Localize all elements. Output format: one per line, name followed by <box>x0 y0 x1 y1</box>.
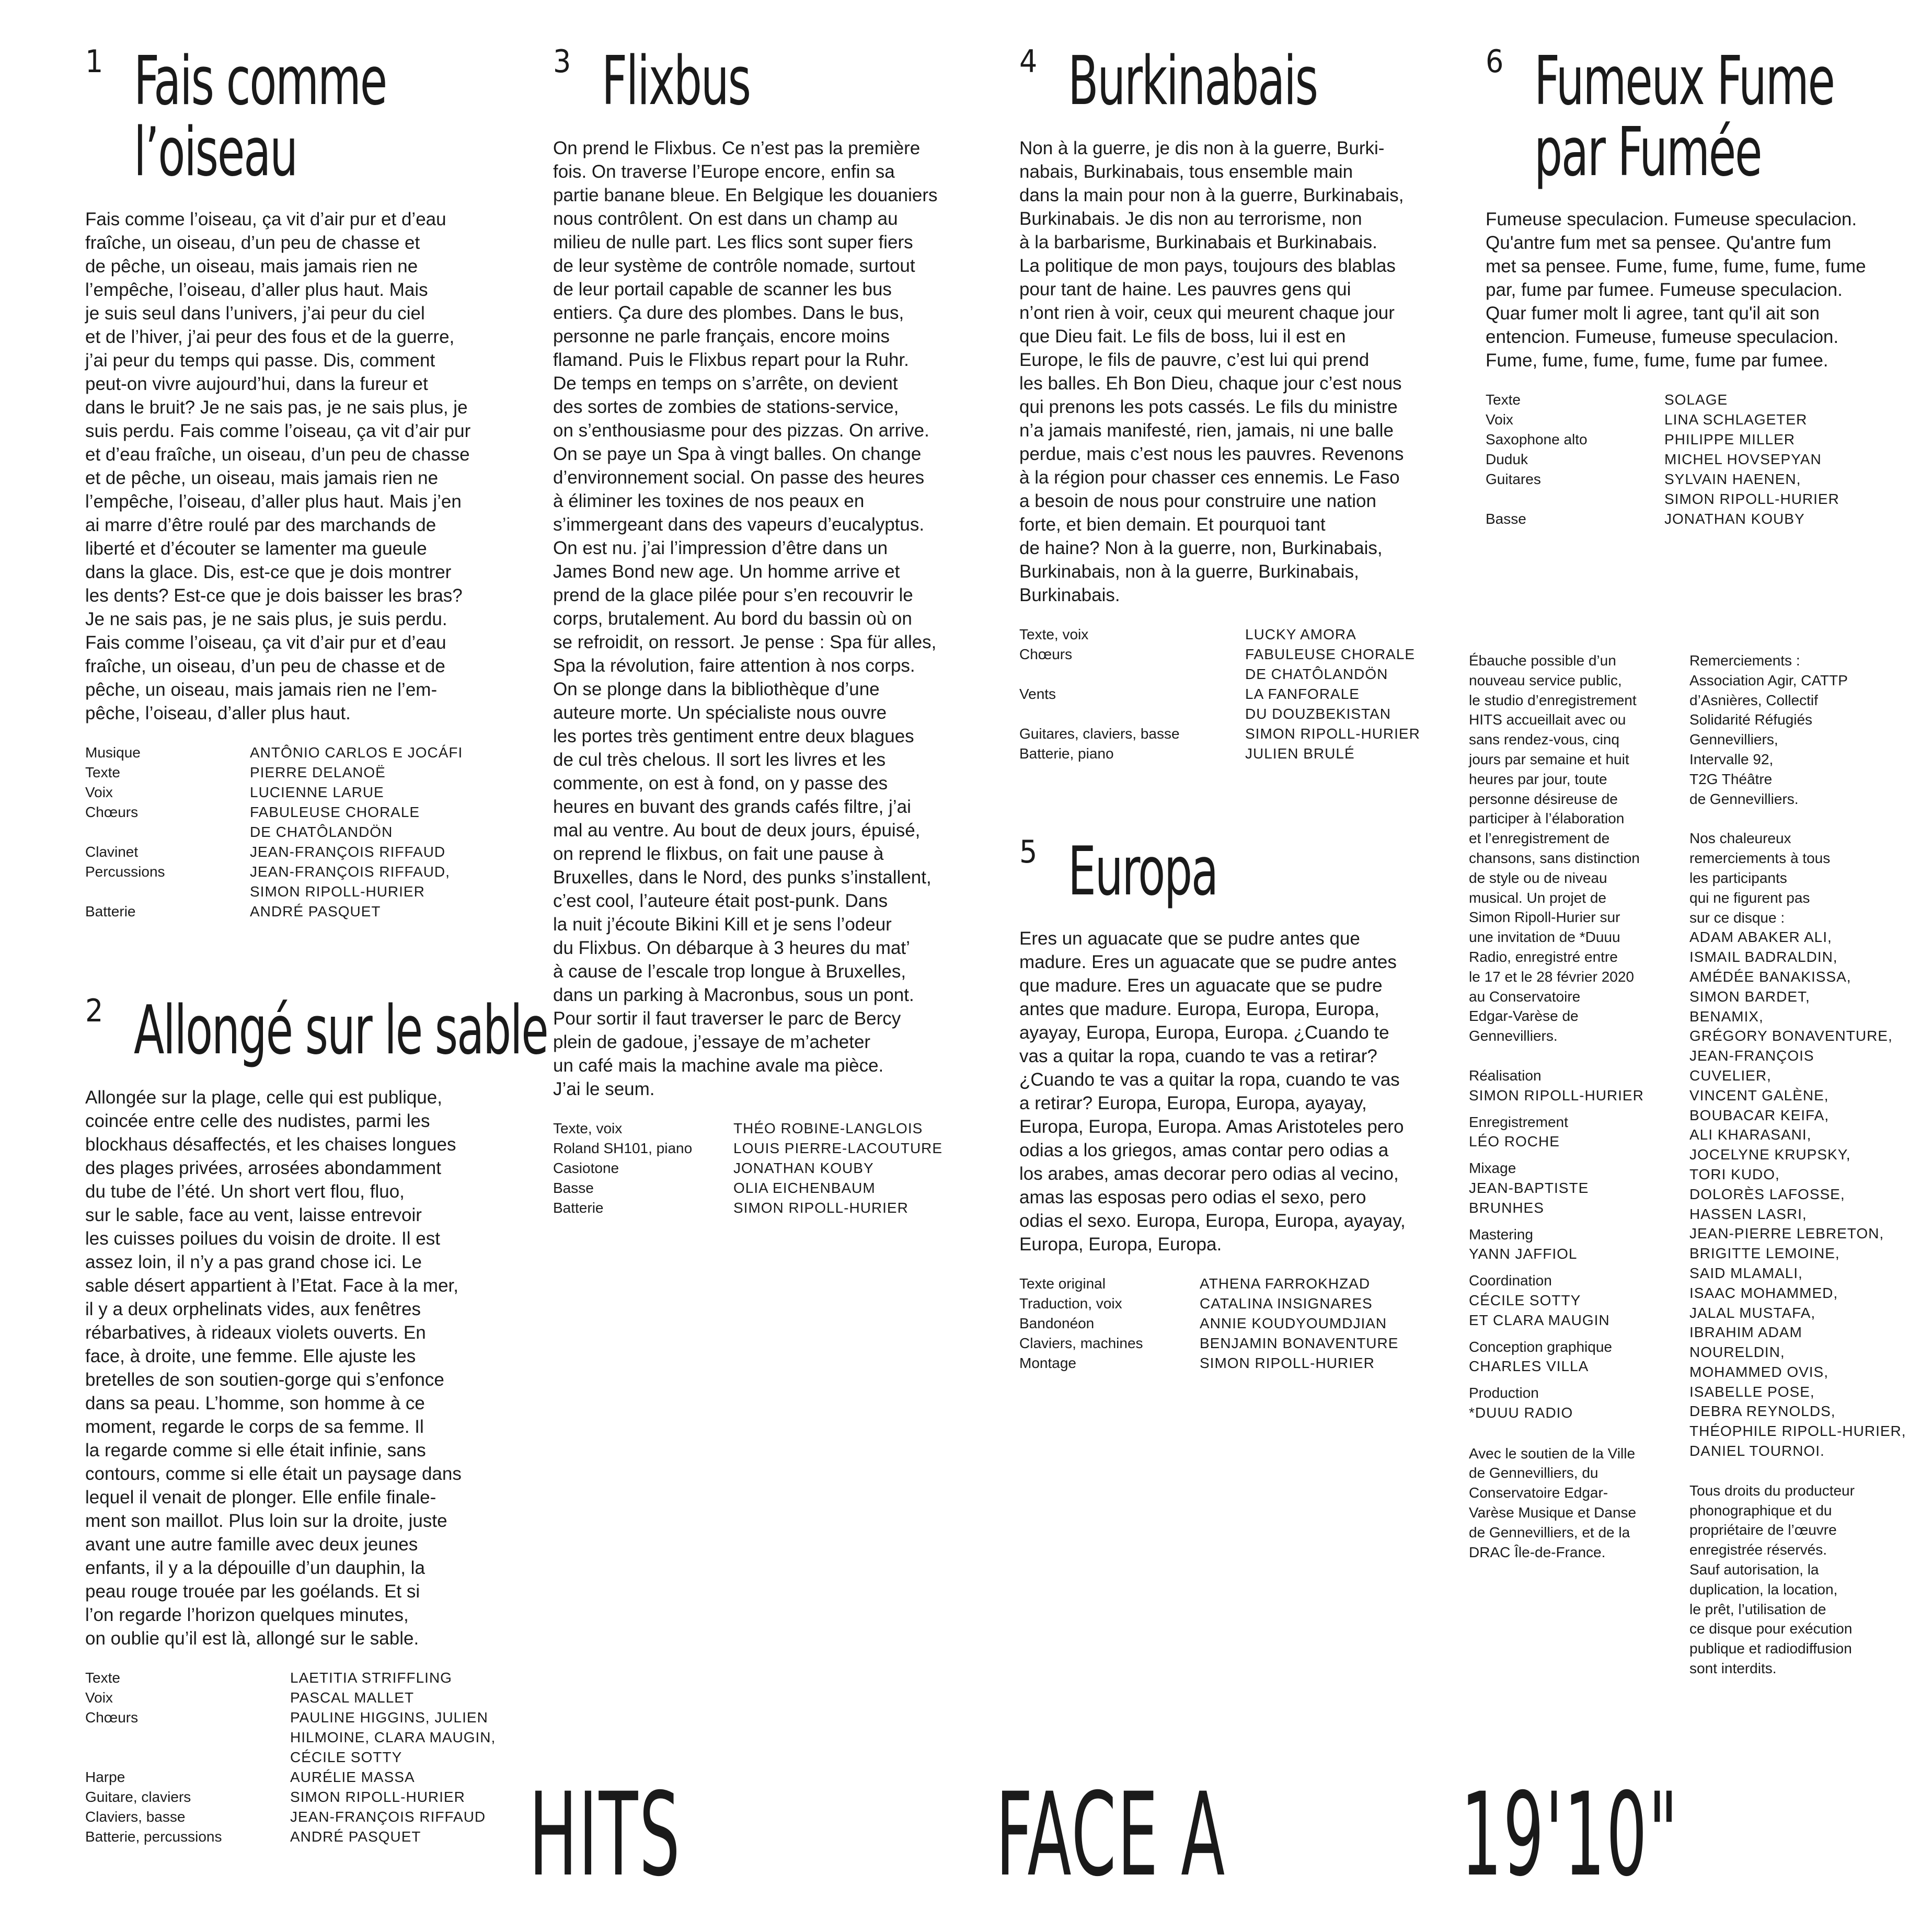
credit-role: Basse <box>1486 511 1526 527</box>
production-names: JEAN-BAPTISTE BRUNHES <box>1469 1179 1589 1216</box>
credit-role: Chœurs <box>85 1709 139 1726</box>
production-role: Réalisation <box>1469 1067 1542 1084</box>
track-title: Burkinabais <box>1068 42 1317 120</box>
credit-role: Percussions <box>85 864 165 880</box>
credit-row <box>1486 509 1914 529</box>
production-names: CÉCILE SOTTY ET CLARA MAUGIN <box>1469 1292 1610 1328</box>
about-intro: Ébauche possible d’un nouveau service public, le studio d’enregistrement HITS accueillait avec ou sans rendez-vous, cinq jours par semaine et huit heures par jour, toute personne désireuse de participer à l’élaboration et l’enregistrement de chansons, sans distinction de style ou de niveau musical. Un projet de Simon Ripoll-Hurier sur une invitation de *Duuu Radio, enregistré entre le 17 et le 28 février 2020 au Conservatoire Edgar-Varèse de Gennevilliers. <box>1469 652 1640 1044</box>
track-title: Allongé sur le sable <box>134 992 548 1070</box>
production-item <box>1469 1158 1657 1217</box>
credit-names: THÉO ROBINE-LANGLOIS <box>733 1120 923 1136</box>
credit-role: Texte, voix <box>1019 626 1089 642</box>
credit-row <box>1019 724 1448 744</box>
track-title: Fais comme l’oiseau <box>134 42 386 191</box>
credit-row <box>553 1198 992 1218</box>
credit-row <box>1019 1353 1448 1373</box>
credit-role: Clavinet <box>85 844 139 860</box>
credit-row <box>85 1807 514 1827</box>
credit-names: SIMON RIPOLL-HURIER <box>1245 726 1420 742</box>
track-number: 5 <box>1019 834 1038 870</box>
credit-role: Voix <box>1486 411 1513 428</box>
production-item <box>1469 1225 1657 1264</box>
credit-row <box>1019 684 1448 724</box>
credit-role: Guitares <box>1486 471 1541 487</box>
credit-role: Harpe <box>85 1769 125 1785</box>
track-number: 2 <box>85 993 104 1029</box>
credit-role: Chœurs <box>85 804 139 820</box>
credit-role: Claviers, basse <box>85 1809 186 1825</box>
track-1 <box>85 42 514 922</box>
credit-role: Batterie <box>85 903 136 919</box>
credit-role: Montage <box>1019 1355 1076 1371</box>
credit-names: JONATHAN KOUBY <box>733 1160 874 1176</box>
production-role: Coordination <box>1469 1272 1552 1289</box>
rights-notice: Tous droits du producteur phonographique et du propriétaire de l’œuvre enregistrée réservés. Sauf autorisation, la duplication, la location, le prêt, l’utilisation de ce disque pour exécution publique et radiodiffusion sont interdits. <box>1689 1482 1855 1677</box>
track-title: Flixbus <box>602 42 750 120</box>
production-role: Mixage <box>1469 1160 1516 1177</box>
credit-names: ANNIE KOUDYOUMDJIAN <box>1200 1315 1387 1331</box>
track-lyrics: Fais comme l’oiseau, ça vit d’air pur et d’eau fraîche, un oiseau, d’un peu de chasse et de pêche, un oiseau, mais jamais rien ne l’empêche, l’oiseau, d’aller plus haut. Mais je suis seul dans l’univers, j’ai peur du ciel et de l’hiver, j’ai peur des fous et de la guerre, j’ai peur du temps qui passe. Dis, comment peut-on vivre aujourd’hui, dans la fureur et dans le bruit? Je ne sais pas, je ne sais plus, je suis perdu. Fais comme l’oiseau, ça vit d’air pur et d’eau fraîche, un oiseau, d’un peu de chasse et de pêche, un oiseau, mais jamais rien ne l’empêche, l’oiseau, d’aller plus haut. Mais j’en ai marre d’être roulé par des marchands de liberté et d’écouter se lamenter ma gueule dans la glace. Dis, est-ce que je dois montrer les dents? Est-ce que je dois baisser les bras? Je ne sais pas, je ne sais plus, je suis perdu. Fais comme l’oiseau, ça vit d’air pur et d’eau fraîche, un oiseau, d’un peu de chasse et de pêche, un oiseau, mais jamais rien ne l’em- pêche, l’oiseau, d’aller plus haut. <box>85 209 471 723</box>
production-names: YANN JAFFIOL <box>1469 1246 1578 1262</box>
track-lyrics: On prend le Flixbus. Ce n’est pas la première fois. On traverse l’Europe encore, enfin sa partie banane bleue. En Belgique les douaniers nous contrôlent. On est dans un champ au milieu de nulle part. Les flics sont super fiers de leur système de contrôle nomade, surtout de leur portail capable de scanner les bus entiers. Ça dure des plombes. Dans le bus, personne ne parle français, encore moins flamand. Puis le Flixbus repart pour la Ruhr. De temps en temps on s’arrête, on devient des sortes de zombies de stations-service, on s’enthousiasme pour des pizzas. On arrive. On se paye un Spa à vingt balles. On change d’environnement social. On passe des heures à éliminer les toxines de nos peaux en s’immergeant dans des vapeurs d’eucalyptus. On est nu. j’ai l’impression d’être dans un James Bond new age. Un homme arrive et prend de la glace pilée pour s’en recouvrir le corps, brutalement. Au bord du bassin où on se refroidit, on ressort. Je pense : Spa für alles, Spa la révolution, faire attention à nos corps. On se plonge dans la bibliothèque d’une auteure morte. Un spécialiste nous ouvre les portes très gentiment entre deux blagues de cul très chelous. Il sort les livres et les commente, on est à fond, on y passe des heures en buvant des grands cafés filtre, j’ai mal au ventre. Au bout de deux jours, épuisé, on reprend le flixbus, on fait une pause à Bruxelles, dans le Nord, des punks s’installent, c’est cool, l’auteure était post-punk. Dans la nuit j’écoute Bikini Kill et je sens l’odeur du Flixbus. On débarque à 3 heures du mat’ à cause de l’escale trop longue à Bruxelles, dans un parking à Macronbus, sous un pont. Pour sortir il faut traverser le parc de Bercy plein de gadoue, j’essaye de m’acheter un café mais la machine avale ma pièce. J’ai le seum. <box>553 138 938 1099</box>
credit-names: LOUIS PIERRE-LACOUTURE <box>733 1140 943 1156</box>
credit-names: ATHENA FARROKHZAD <box>1200 1275 1371 1292</box>
credit-names: FABULEUSE CHORALE DE CHATÔLANDÖN <box>250 804 420 840</box>
track-number: 4 <box>1019 43 1038 80</box>
credit-role: Voix <box>85 1689 113 1706</box>
credit-row <box>1019 744 1448 764</box>
credit-names: SIMON RIPOLL-HURIER <box>1200 1355 1375 1371</box>
credit-row <box>1019 1274 1448 1294</box>
credit-names: ANDRÉ PASQUET <box>250 903 381 919</box>
thanks-participants: ADAM ABAKER ALI, ISMAIL BADRALDIN, AMÉDÉE BANAKISSA, SIMON BARDET, BENAMIX, GRÉGORY BONAVENTURE, JEAN-FRANÇOIS CUVELIER, VINCENT GALÈNE, BOUBACAR KEIFA, ALI KHARASANI, JOCELYNE KRUPSKY, TORI KUDO, DOLORÈS LAFOSSE, HASSEN LASRI, JEAN-PIERRE LEBRETON, BRIGITTE LEMOINE, SAID MLAMALI, ISAAC MOHAMMED, JALAL MUSTAFA, IBRAHIM ADAM NOURELDIN, MOHAMMED OVIS, ISABELLE POSE, DEBRA REYNOLDS, THÉOPHILE RIPOLL-HURIER, DANIEL TOURNOI. <box>1689 929 1906 1459</box>
credit-names: BENJAMIN BONAVENTURE <box>1200 1335 1399 1351</box>
credit-row <box>85 743 514 763</box>
credit-row <box>1486 410 1914 430</box>
production-role: Enregistrement <box>1469 1113 1568 1130</box>
credit-names: LA FANFORALE DU DOUZBEKISTAN <box>1245 686 1391 722</box>
production-names: LÉO ROCHE <box>1469 1133 1560 1150</box>
track-number: 6 <box>1486 43 1504 80</box>
credit-role: Duduk <box>1486 451 1528 467</box>
credit-names: LUCKY AMORA <box>1245 626 1356 642</box>
credit-role: Traduction, voix <box>1019 1295 1122 1312</box>
credit-role: Texte <box>85 1670 120 1686</box>
credit-role: Musique <box>85 744 141 761</box>
track-credits <box>1019 1274 1448 1373</box>
track-credits <box>553 1119 992 1218</box>
credit-row <box>85 902 514 922</box>
production-role: Conception graphique <box>1469 1338 1612 1355</box>
track-credits <box>1019 625 1448 764</box>
credit-role: Texte original <box>1019 1275 1106 1292</box>
credit-names: SOLAGE <box>1664 392 1728 408</box>
credit-role: Texte <box>85 764 120 780</box>
footer-face-label: FACE A <box>996 1768 1226 1902</box>
credit-role: Batterie, percussions <box>85 1828 222 1845</box>
thanks-column <box>1689 651 1909 1678</box>
credit-names: ANDRÉ PASQUET <box>290 1828 421 1845</box>
credit-names: SIMON RIPOLL-HURIER <box>290 1789 465 1805</box>
credit-role: Saxophone alto <box>1486 431 1588 447</box>
credit-names: SYLVAIN HAENEN, SIMON RIPOLL-HURIER <box>1664 471 1839 507</box>
production-names: CHARLES VILLA <box>1469 1358 1589 1375</box>
production-names: SIMON RIPOLL-HURIER <box>1469 1087 1644 1103</box>
credit-row <box>1019 1314 1448 1333</box>
credit-names: JEAN-FRANÇOIS RIFFAUD <box>250 844 446 860</box>
credit-role: Voix <box>85 784 113 800</box>
credit-role: Texte <box>1486 392 1521 408</box>
credit-row <box>85 1767 514 1787</box>
production-item <box>1469 1337 1657 1377</box>
credit-role: Guitares, claviers, basse <box>1019 726 1180 742</box>
credit-row <box>1486 469 1914 509</box>
production-item <box>1469 1112 1657 1152</box>
footer-hits-label: HITS <box>529 1768 682 1902</box>
production-credits <box>1469 1066 1657 1423</box>
credit-row <box>553 1158 992 1178</box>
track-lyrics: Allongée sur la plage, celle qui est publique, coincée entre celle des nudistes, parmi les blockhaus désaffectés, et les chaises longues des plages privées, arrosées abondamment du tube de l’été. Un short vert flou, fluo, sur le sable, face au vent, laisse entrevoir les cuisses poilues du voisin de droite. Il est assez loin, il n’y a pas grand chose ici. Le sable désert appartient à l’Etat. Face à la mer, il y a deux orphelinats vides, aux fenêtres rébarbatives, à rideaux violets ouverts. En face, à droite, une femme. Elle ajuste les bretelles de son soutien-gorge qui s’enfonce dans sa peau. L’homme, son homme à ce moment, regarde le corps de sa femme. Il la regarde comme si elle était infinie, sans contours, comme si elle était un paysage dans lequel il venait de plonger. Elle enfile finale- ment son maillot. Plus loin sur la droite, juste avant une autre famille avec deux jeunes enfants, il y a la dépouille d’un dauphin, la peau rouge trouée par les goélands. Et si l’on regarde l’horizon quelques minutes, on oublie qu’il est là, allongé sur le sable. <box>85 1087 462 1649</box>
credit-row <box>1486 390 1914 410</box>
credit-names: OLIA EICHENBAUM <box>733 1180 876 1196</box>
track-number: 1 <box>85 43 104 80</box>
credit-role: Casiotone <box>553 1160 619 1176</box>
track-title: Europa <box>1068 833 1217 911</box>
credit-row <box>1019 1294 1448 1314</box>
track-5 <box>1019 833 1448 1373</box>
credit-role: Bandonéon <box>1019 1315 1095 1331</box>
track-title: Fumeux Fume par Fumée <box>1534 42 1834 191</box>
production-item <box>1469 1383 1657 1423</box>
credit-names: SIMON RIPOLL-HURIER <box>733 1200 908 1216</box>
credit-row <box>553 1138 992 1158</box>
credit-row <box>1486 430 1914 450</box>
credit-row <box>553 1178 992 1198</box>
credit-names: LAETITIA STRIFFLING <box>290 1670 452 1686</box>
credit-row <box>85 1668 514 1688</box>
credit-row <box>1019 1333 1448 1353</box>
credit-role: Vents <box>1019 686 1056 702</box>
support-text: Avec le soutien de la Ville de Gennevilliers, du Conservatoire Edgar- Varèse Musique et Danse de Gennevilliers, et de la DRAC Île-de-France. <box>1469 1445 1637 1560</box>
production-item <box>1469 1066 1657 1106</box>
credit-names: PIERRE DELANOË <box>250 764 386 780</box>
credit-names: MICHEL HOVSEPYAN <box>1664 451 1822 467</box>
track-credits <box>1486 390 1914 529</box>
credit-names: AURÉLIE MASSA <box>290 1769 415 1785</box>
track-2 <box>85 992 548 1847</box>
credit-names: JONATHAN KOUBY <box>1664 511 1805 527</box>
track-4 <box>1019 42 1448 764</box>
credit-row <box>85 1688 514 1708</box>
credit-role: Claviers, machines <box>1019 1335 1143 1351</box>
credit-role: Basse <box>553 1180 594 1196</box>
credit-row <box>85 1708 514 1767</box>
credit-row <box>85 783 514 802</box>
production-item <box>1469 1271 1657 1330</box>
credit-row <box>85 862 514 902</box>
credit-names: JULIEN BRULÉ <box>1245 745 1355 762</box>
track-6 <box>1486 42 1914 529</box>
credit-row <box>1019 625 1448 645</box>
credit-names: ANTÔNIO CARLOS E JOCÁFI <box>250 744 463 761</box>
credit-names: PASCAL MALLET <box>290 1689 415 1706</box>
credit-row <box>553 1119 992 1138</box>
track-credits <box>85 743 514 922</box>
about-column <box>1469 651 1657 1562</box>
thanks-participants-intro: Nos chaleureux remerciements à tous les participants qui ne figurent pas sur ce disque : <box>1689 830 1831 926</box>
credit-row <box>85 802 514 842</box>
credit-names: CATALINA INSIGNARES <box>1200 1295 1373 1312</box>
credit-row <box>1486 450 1914 469</box>
track-3 <box>553 42 992 1218</box>
thanks-intro: Remerciements : Association Agir, CATTP d’Asnières, Collectif Solidarité Réfugiés Gennevilliers, Intervalle 92, T2G Théâtre de Gennevilliers. <box>1689 652 1848 807</box>
credit-row <box>1019 645 1448 684</box>
credit-names: FABULEUSE CHORALE DE CHATÔLANDÖN <box>1245 646 1416 682</box>
credit-row <box>85 763 514 783</box>
credit-role: Chœurs <box>1019 646 1073 662</box>
credit-names: LINA SCHLAGETER <box>1664 411 1808 428</box>
credit-role: Guitare, claviers <box>85 1789 191 1805</box>
credit-role: Batterie <box>553 1200 604 1216</box>
credit-names: PAULINE HIGGINS, JULIEN HILMOINE, CLARA MAUGIN, CÉCILE SOTTY <box>290 1709 496 1765</box>
credit-names: PHILIPPE MILLER <box>1664 431 1795 447</box>
track-number: 3 <box>553 43 571 80</box>
credit-role: Roland SH101, piano <box>553 1140 693 1156</box>
footer-duration-label: 19'10" <box>1461 1768 1680 1902</box>
track-lyrics: Non à la guerre, je dis non à la guerre, Burki- nabais, Burkinabais, tous ensemble main dans la main pour non à la guerre, Burkinabais, Burkinabais. Je dis non au terrorisme, non à la barbarisme, Burkinabais et Burkinabais. La politique de mon pays, toujours des blablas pour tant de haine. Les pauvres gens qui n’ont rien à voir, ceux qui meurent chaque jour que Dieu fait. Le fils de boss, lui il est en Europe, le fils de pauvre, c’est lui qui prend les balles. Eh Bon Dieu, chaque jour c’est nous qui prenons les pots cassés. Le fils du ministre n’a jamais manifesté, rien, jamais, ni une balle perdue, mais c’est nous les pauvres. Revenons à la région pour chasser ces ennemis. Le Faso a besoin de nous pour construire une nation forte, et bien demain. Et pourquoi tant de haine? Non à la guerre, non, Burkinabais, Burkinabais, non à la guerre, Burkinabais, Burkinabais. <box>1019 138 1404 605</box>
production-role: Mastering <box>1469 1226 1533 1243</box>
credit-role: Batterie, piano <box>1019 745 1114 762</box>
production-names: *DUUU RADIO <box>1469 1404 1573 1421</box>
production-role: Production <box>1469 1385 1539 1401</box>
credit-names: JEAN-FRANÇOIS RIFFAUD, SIMON RIPOLL-HURIER <box>250 864 450 900</box>
track-lyrics: Eres un aguacate que se pudre antes que madure. Eres un aguacate que se pudre antes que madure. Eres un aguacate que se pudre antes que madure. Europa, Europa, Europa, ayayay, Europa, Europa, Europa. ¿Cuando te vas a quitar la ropa, cuando te vas a retirar? ¿Cuando te vas a quitar la ropa, cuando te vas a retirar? Europa, Europa, Europa, ayayay, Europa, Europa, Europa. Amas Aristoteles pero odias a los griegos, amas contar pero odias a los arabes, amas decorar pero odias al vecino, amas las esposas pero odias el sexo, pero odias el sexo. Europa, Europa, Europa, ayayay, Europa, Europa, Europa. <box>1019 928 1406 1255</box>
credit-names: LUCIENNE LARUE <box>250 784 384 800</box>
credit-row <box>85 1787 514 1807</box>
credit-names: JEAN-FRANÇOIS RIFFAUD <box>290 1809 486 1825</box>
track-lyrics: Fumeuse speculacion. Fumeuse speculacion. Qu'antre fum met sa pensee. Qu'antre fum met sa pensee. Fume, fume, fume, fume, fume par, fume par fumee. Fumeuse speculacion. Quar fumer molt li agree, tant qu'il ait son entencion. Fumeuse, fumeuse speculacion. Fume, fume, fume, fume, fume par fumee. <box>1486 209 1866 371</box>
track-credits <box>85 1668 514 1847</box>
credit-row <box>85 842 514 862</box>
credit-role: Texte, voix <box>553 1120 623 1136</box>
credit-row <box>85 1827 514 1847</box>
